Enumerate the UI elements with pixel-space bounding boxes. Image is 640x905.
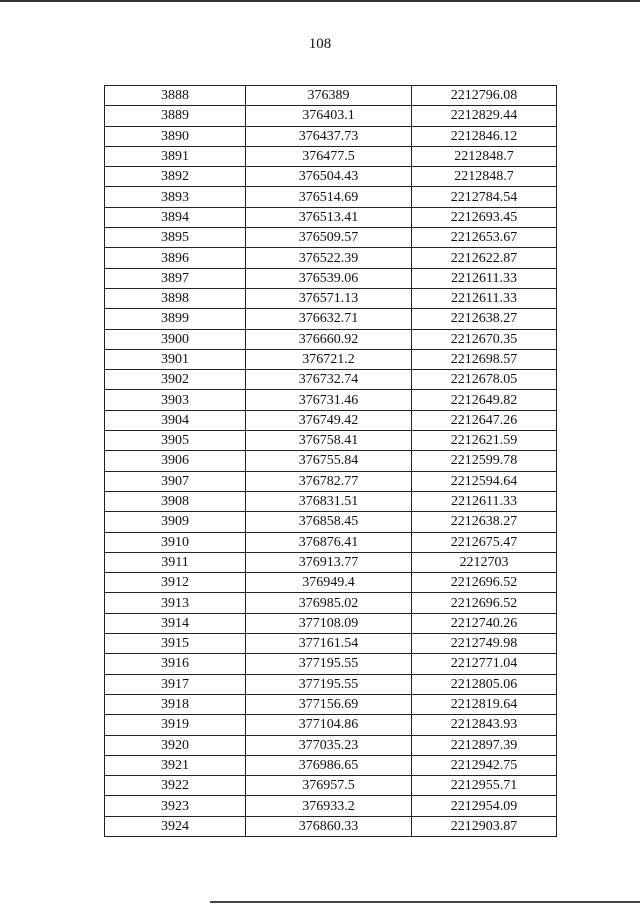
y-coordinate-cell: 2212903.87: [412, 816, 557, 836]
table-row: [105, 248, 557, 268]
scan-edge-bottom: [210, 901, 640, 903]
table-row: [105, 674, 557, 694]
point-number-cell: 3915: [105, 634, 246, 654]
y-coordinate-cell: 2212599.78: [412, 451, 557, 471]
point-number-cell: 3924: [105, 816, 246, 836]
y-coordinate-cell: 2212594.64: [412, 471, 557, 491]
table-row: [105, 309, 557, 329]
table-row: [105, 86, 557, 106]
point-number-cell: 3905: [105, 431, 246, 451]
y-coordinate-cell: 2212693.45: [412, 207, 557, 227]
point-number-cell: 3904: [105, 410, 246, 430]
x-coordinate-cell: 376749.42: [246, 410, 412, 430]
x-coordinate-cell: 376949.4: [246, 573, 412, 593]
table-row: [105, 613, 557, 633]
x-coordinate-cell: 377156.69: [246, 694, 412, 714]
x-coordinate-cell: 376986.65: [246, 755, 412, 775]
table-row: [105, 370, 557, 390]
point-number-cell: 3895: [105, 228, 246, 248]
point-number-cell: 3900: [105, 329, 246, 349]
y-coordinate-cell: 2212696.52: [412, 573, 557, 593]
y-coordinate-cell: 2212649.82: [412, 390, 557, 410]
point-number-cell: 3890: [105, 126, 246, 146]
table-row: [105, 796, 557, 816]
table-row: [105, 451, 557, 471]
table-row: [105, 329, 557, 349]
point-number-cell: 3901: [105, 349, 246, 369]
x-coordinate-cell: 377108.09: [246, 613, 412, 633]
x-coordinate-cell: 376539.06: [246, 268, 412, 288]
x-coordinate-cell: 377161.54: [246, 634, 412, 654]
point-number-cell: 3916: [105, 654, 246, 674]
x-coordinate-cell: 376403.1: [246, 106, 412, 126]
point-number-cell: 3917: [105, 674, 246, 694]
x-coordinate-cell: 376721.2: [246, 349, 412, 369]
point-number-cell: 3906: [105, 451, 246, 471]
y-coordinate-cell: 2212647.26: [412, 410, 557, 430]
table-row: [105, 694, 557, 714]
point-number-cell: 3908: [105, 491, 246, 511]
point-number-cell: 3899: [105, 309, 246, 329]
point-number-cell: 3911: [105, 552, 246, 572]
point-number-cell: 3918: [105, 694, 246, 714]
y-coordinate-cell: 2212749.98: [412, 634, 557, 654]
y-coordinate-cell: 2212638.27: [412, 512, 557, 532]
table-row: [105, 532, 557, 552]
y-coordinate-cell: 2212611.33: [412, 491, 557, 511]
scan-edge-top: [0, 0, 640, 2]
y-coordinate-cell: 2212670.35: [412, 329, 557, 349]
point-number-cell: 3913: [105, 593, 246, 613]
y-coordinate-cell: 2212954.09: [412, 796, 557, 816]
y-coordinate-cell: 2212819.64: [412, 694, 557, 714]
point-number-cell: 3920: [105, 735, 246, 755]
table-row: [105, 207, 557, 227]
table-row: [105, 126, 557, 146]
table-row: [105, 187, 557, 207]
table-row: [105, 512, 557, 532]
x-coordinate-cell: 376860.33: [246, 816, 412, 836]
y-coordinate-cell: 2212843.93: [412, 715, 557, 735]
y-coordinate-cell: 2212805.06: [412, 674, 557, 694]
point-number-cell: 3896: [105, 248, 246, 268]
table-row: [105, 390, 557, 410]
point-number-cell: 3923: [105, 796, 246, 816]
y-coordinate-cell: 2212653.67: [412, 228, 557, 248]
table-row: [105, 593, 557, 613]
page-number: 108: [308, 36, 332, 52]
table-row: [105, 573, 557, 593]
x-coordinate-cell: 376858.45: [246, 512, 412, 532]
y-coordinate-cell: 2212621.59: [412, 431, 557, 451]
x-coordinate-cell: 376985.02: [246, 593, 412, 613]
y-coordinate-cell: 2212942.75: [412, 755, 557, 775]
table-row: [105, 106, 557, 126]
x-coordinate-cell: 376758.41: [246, 431, 412, 451]
coordinates-table-body: [105, 86, 557, 837]
y-coordinate-cell: 2212784.54: [412, 187, 557, 207]
x-coordinate-cell: 376514.69: [246, 187, 412, 207]
table-row: [105, 410, 557, 430]
x-coordinate-cell: 376504.43: [246, 167, 412, 187]
x-coordinate-cell: 376831.51: [246, 491, 412, 511]
y-coordinate-cell: 2212703: [412, 552, 557, 572]
point-number-cell: 3898: [105, 288, 246, 308]
y-coordinate-cell: 2212796.08: [412, 86, 557, 106]
x-coordinate-cell: 376732.74: [246, 370, 412, 390]
x-coordinate-cell: 376782.77: [246, 471, 412, 491]
table-row: [105, 491, 557, 511]
y-coordinate-cell: 2212848.7: [412, 167, 557, 187]
table-row: [105, 288, 557, 308]
y-coordinate-cell: 2212675.47: [412, 532, 557, 552]
table-row: [105, 654, 557, 674]
x-coordinate-cell: 376876.41: [246, 532, 412, 552]
point-number-cell: 3910: [105, 532, 246, 552]
table-row: [105, 776, 557, 796]
table-row: [105, 471, 557, 491]
y-coordinate-cell: 2212698.57: [412, 349, 557, 369]
point-number-cell: 3888: [105, 86, 246, 106]
table-row: [105, 755, 557, 775]
y-coordinate-cell: 2212829.44: [412, 106, 557, 126]
table-row: [105, 735, 557, 755]
point-number-cell: 3922: [105, 776, 246, 796]
x-coordinate-cell: 376437.73: [246, 126, 412, 146]
x-coordinate-cell: 376755.84: [246, 451, 412, 471]
table-row: [105, 431, 557, 451]
point-number-cell: 3909: [105, 512, 246, 532]
x-coordinate-cell: 377035.23: [246, 735, 412, 755]
x-coordinate-cell: 376632.71: [246, 309, 412, 329]
y-coordinate-cell: 2212897.39: [412, 735, 557, 755]
point-number-cell: 3891: [105, 146, 246, 166]
y-coordinate-cell: 2212955.71: [412, 776, 557, 796]
table-row: [105, 268, 557, 288]
x-coordinate-cell: 376731.46: [246, 390, 412, 410]
y-coordinate-cell: 2212622.87: [412, 248, 557, 268]
table-row: [105, 816, 557, 836]
x-coordinate-cell: 376477.5: [246, 146, 412, 166]
y-coordinate-cell: 2212740.26: [412, 613, 557, 633]
table-row: [105, 167, 557, 187]
point-number-cell: 3892: [105, 167, 246, 187]
table-row: [105, 552, 557, 572]
x-coordinate-cell: 376513.41: [246, 207, 412, 227]
y-coordinate-cell: 2212678.05: [412, 370, 557, 390]
x-coordinate-cell: 377195.55: [246, 654, 412, 674]
table-row: [105, 146, 557, 166]
x-coordinate-cell: 376957.5: [246, 776, 412, 796]
point-number-cell: 3903: [105, 390, 246, 410]
table-row: [105, 349, 557, 369]
coordinates-table: [104, 85, 557, 837]
x-coordinate-cell: 376571.13: [246, 288, 412, 308]
point-number-cell: 3894: [105, 207, 246, 227]
table-row: [105, 715, 557, 735]
point-number-cell: 3919: [105, 715, 246, 735]
x-coordinate-cell: 377104.86: [246, 715, 412, 735]
x-coordinate-cell: 376933.2: [246, 796, 412, 816]
point-number-cell: 3907: [105, 471, 246, 491]
x-coordinate-cell: 376913.77: [246, 552, 412, 572]
x-coordinate-cell: 377195.55: [246, 674, 412, 694]
x-coordinate-cell: 376522.39: [246, 248, 412, 268]
x-coordinate-cell: 376389: [246, 86, 412, 106]
table-row: [105, 634, 557, 654]
point-number-cell: 3921: [105, 755, 246, 775]
point-number-cell: 3902: [105, 370, 246, 390]
y-coordinate-cell: 2212771.04: [412, 654, 557, 674]
y-coordinate-cell: 2212611.33: [412, 288, 557, 308]
x-coordinate-cell: 376509.57: [246, 228, 412, 248]
y-coordinate-cell: 2212696.52: [412, 593, 557, 613]
y-coordinate-cell: 2212848.7: [412, 146, 557, 166]
y-coordinate-cell: 2212846.12: [412, 126, 557, 146]
point-number-cell: 3889: [105, 106, 246, 126]
table-row: [105, 228, 557, 248]
point-number-cell: 3897: [105, 268, 246, 288]
point-number-cell: 3914: [105, 613, 246, 633]
x-coordinate-cell: 376660.92: [246, 329, 412, 349]
y-coordinate-cell: 2212611.33: [412, 268, 557, 288]
point-number-cell: 3912: [105, 573, 246, 593]
point-number-cell: 3893: [105, 187, 246, 207]
y-coordinate-cell: 2212638.27: [412, 309, 557, 329]
